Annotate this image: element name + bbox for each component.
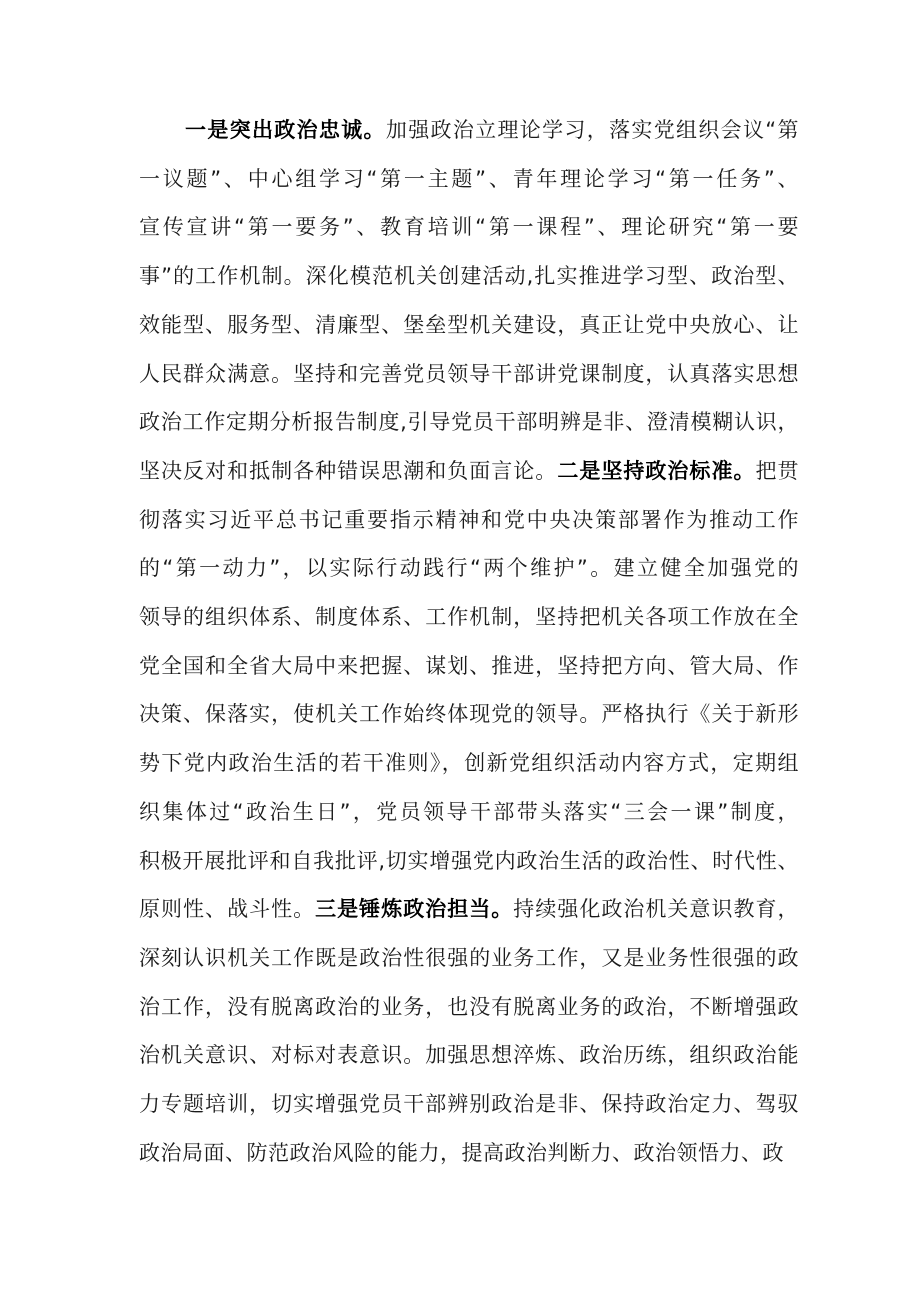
text-line (139, 841, 799, 881)
text-line (139, 548, 799, 588)
text-segment: 政治工作定期分析报告制度,引导党员干部明辨是非、澄清模糊认识， (139, 410, 799, 434)
text-line (139, 207, 799, 247)
text-line (139, 402, 799, 442)
text-line (139, 938, 799, 978)
text-segment: 积极开展批评和自我批评,切实增强党内政治生活的政治性、时代性、 (139, 849, 799, 873)
text-line (139, 1133, 799, 1173)
text-segment: 人民群众满意。坚持和完善党员领导干部讲党课制度，认真落实思想 (139, 362, 799, 386)
text-segment: 织集体过“政治生日”，党员领导干部带头落实“三会一课”制度， (139, 800, 799, 824)
text-line (139, 354, 799, 394)
text-line (139, 110, 799, 150)
text-segment: 坚决反对和抵制各种错误思潮和负面言论。 (139, 459, 558, 483)
text-segment: 原则性、战斗性。 (139, 897, 316, 921)
text-line (139, 694, 799, 734)
text-segment: 把贯 (755, 459, 800, 483)
text-line (139, 792, 799, 832)
text-line (139, 500, 799, 540)
text-segment: 力专题培训，切实增强党员干部辨别政治是非、保持政治定力、驾驭 (139, 1092, 799, 1116)
text-segment: 治机关意识、对标对表意识。加强思想淬炼、政治历练，组织政治能 (139, 1043, 799, 1067)
text-segment: 持续强化政治机关意识教育， (513, 897, 800, 921)
bold-heading-segment: 三是锤炼政治担当。 (315, 897, 514, 921)
text-line (139, 451, 799, 491)
text-line (139, 889, 799, 929)
bold-heading-segment: 二是坚持政治标准。 (557, 459, 756, 483)
text-line (139, 159, 799, 199)
text-line (139, 646, 799, 686)
text-segment: 势下党内政治生活的若干准则》，创新党组织活动内容方式，定期组 (139, 751, 799, 775)
text-line (139, 743, 799, 783)
text-segment: 加强政治立理论学习，落实党组织会议“第 (385, 118, 799, 142)
text-line (139, 987, 799, 1027)
text-segment: 领导的组织体系、制度体系、工作机制，坚持把机关各项工作放在全 (139, 605, 799, 629)
text-line (139, 305, 799, 345)
text-line (139, 1084, 799, 1124)
text-line (139, 597, 799, 637)
text-segment: 宣传宣讲“第一要务”、教育培训“第一课程”、理论研究“第一要 (139, 215, 799, 239)
text-segment: 一议题”、中心组学习“第一主题”、青年理论学习“第一任务”、 (139, 167, 799, 191)
text-segment: 彻落实习近平总书记重要指示精神和党中央决策部署作为推动工作 (139, 508, 799, 532)
text-segment: 深刻认识机关工作既是政治性很强的业务工作，又是业务性很强的政 (139, 946, 799, 970)
text-segment: 的“第一动力”，以实际行动践行“两个维护”。建立健全加强党的 (139, 556, 799, 580)
text-segment: 效能型、服务型、清廉型、堡垒型机关建设，真正让党中央放心、让 (139, 313, 799, 337)
text-segment: 党全国和全省大局中来把握、谋划、推进，坚持把方向、管大局、作 (139, 654, 799, 678)
bold-heading-segment: 一是突出政治忠诚。 (185, 118, 386, 142)
text-line (139, 1035, 799, 1075)
text-segment: 政治局面、防范政治风险的能力，提高政治判断力、政治领悟力、政 (139, 1141, 784, 1165)
text-segment: 决策、保落实，使机关工作始终体现党的领导。严格执行《关于新形 (139, 702, 799, 726)
text-segment: 治工作，没有脱离政治的业务，也没有脱离业务的政治，不断增强政 (139, 995, 799, 1019)
text-segment: 事”的工作机制。深化模范机关创建活动,扎实推进学习型、政治型、 (139, 264, 799, 288)
text-line (139, 256, 799, 296)
